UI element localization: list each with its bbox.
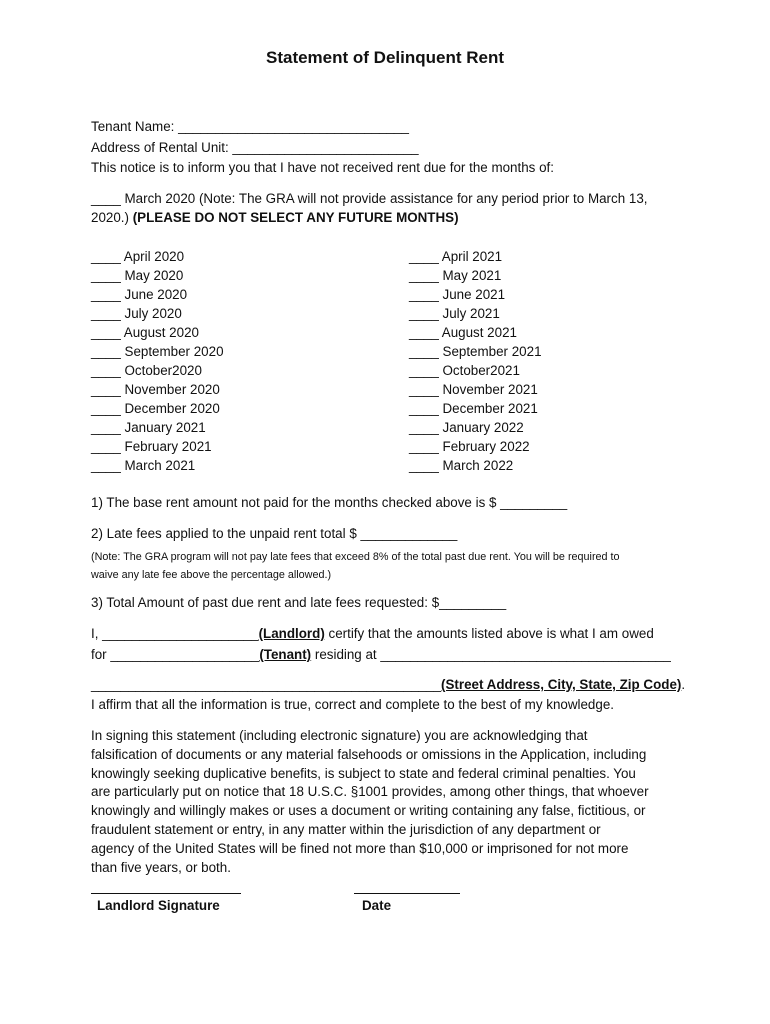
month-option[interactable]: ____ March 2021 [91,458,196,473]
tenant-label: (Tenant) [259,647,312,662]
certify-text: certify that the amounts listed above is what I am owed [324,626,654,641]
tenant-name-field[interactable]: Tenant Name: _______________________________ [91,119,409,134]
month-option[interactable]: ____ June 2021 [409,287,506,302]
months-left-column [91,247,224,475]
late-fees-field[interactable]: 2) Late fees applied to the unpaid rent total $ _____________ [91,526,458,541]
month-option[interactable]: ____ August 2020 [91,325,199,340]
landlord-label: (Landlord) [258,626,325,641]
month-option[interactable]: ____ August 2021 [409,325,517,340]
affirmation-text: I affirm that all the information is true, correct and complete to the best of my knowledge. [91,697,614,712]
month-option[interactable]: ____ September 2021 [409,344,542,359]
street-address-line [91,676,685,694]
month-option[interactable]: ____ September 2020 [91,344,224,359]
street-address-period: . [681,677,686,692]
month-option[interactable]: ____ June 2020 [91,287,188,302]
landlord-name-blank[interactable]: _____________________ [102,626,259,641]
month-option[interactable]: ____ April 2021 [409,249,503,264]
march-2020-note [91,209,459,227]
landlord-signature-label: Landlord Signature [97,898,220,913]
late-fee-note-line2: waive any late fee above the percentage allowed.) [91,569,332,581]
street-address-blank[interactable]: _______________________________________________ [91,677,442,692]
date-label: Date [362,898,392,913]
late-fee-note-line1: (Note: The GRA program will not pay late fees that exceed 8% of the total past due rent. You will be required to [91,551,620,563]
for-prefix: for [91,647,111,662]
legal-line: fraudulent statement or entry, in any matter within the jurisdiction of any department or [91,821,601,837]
legal-line: knowingly seeking duplicative benefits, is subject to state and federal criminal penalties. You [91,765,636,781]
month-option[interactable]: ____ January 2022 [409,420,524,435]
landlord-certification [91,625,654,643]
certify-prefix: I, [91,626,103,641]
tenant-residence-line [91,646,671,664]
residence-blank[interactable]: _______________________________________ [380,647,671,662]
month-option[interactable]: ____ December 2020 [91,401,220,416]
legal-line: In signing this statement (including electronic signature) you are acknowledging that [91,728,588,743]
month-option[interactable]: ____ May 2020 [91,268,184,283]
month-option[interactable]: ____ October2021 [409,363,520,378]
month-option[interactable]: ____ October2020 [91,363,202,378]
month-option[interactable]: ____ November 2021 [409,382,538,397]
street-address-hint: (Street Address, City, State, Zip Code) [441,677,682,692]
march-2020-note-year: 2020.) [91,210,133,225]
residing-at-text: residing at [311,647,381,662]
notice-text: This notice is to inform you that I have not received rent due for the months of: [91,160,554,175]
month-option[interactable]: ____ January 2021 [91,420,206,435]
month-option[interactable]: ____ February 2022 [409,439,530,454]
landlord-signature-line[interactable] [91,893,241,894]
month-option[interactable]: ____ March 2022 [409,458,514,473]
date-signature-line[interactable] [354,893,460,894]
legal-line: knowingly and willingly makes or uses a document or writing containing any false, fictitious, or [91,803,646,819]
month-option[interactable]: ____ July 2020 [91,306,182,321]
month-option[interactable]: ____ April 2020 [91,249,185,264]
legal-line: agency of the United States will be fined not more than $10,000 or imprisoned for not more [91,840,629,856]
month-option[interactable]: ____ November 2020 [91,382,220,397]
document-title: Statement of Delinquent Rent [265,48,504,67]
future-months-warning: (PLEASE DO NOT SELECT ANY FUTURE MONTHS) [132,210,459,225]
legal-line: falsification of documents or any material falsehoods or omissions in the Application, including [91,746,647,762]
march-2020-option[interactable]: ____ March 2020 (Note: The GRA will not provide assistance for any period prior to March 13, [91,191,648,206]
legal-line: are particularly put on notice that 18 U.S.C. §1001 provides, among other things, that whoever [91,784,649,800]
base-rent-field[interactable]: 1) The base rent amount not paid for the months checked above is $ _________ [91,495,568,510]
total-amount-field[interactable]: 3) Total Amount of past due rent and late fees requested: $_________ [91,595,507,610]
rental-address-field[interactable]: Address of Rental Unit: _________________________ [91,140,419,155]
legal-line: than five years, or both. [91,859,231,875]
month-option[interactable]: ____ February 2021 [91,439,212,454]
month-option[interactable]: ____ May 2021 [409,268,502,283]
months-right-column [409,247,542,475]
month-option[interactable]: ____ December 2021 [409,401,538,416]
tenant-name-blank[interactable]: ____________________ [110,647,260,662]
legal-notice-paragraph [91,727,691,877]
month-option[interactable]: ____ July 2021 [409,306,500,321]
